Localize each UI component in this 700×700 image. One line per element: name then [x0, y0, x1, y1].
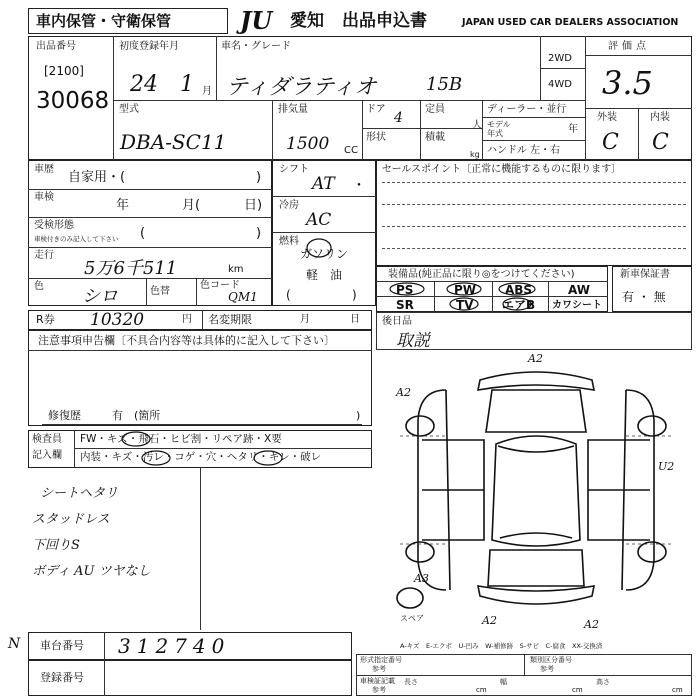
color-code-label: 色コード [200, 280, 240, 291]
fuel-close: ) [352, 288, 357, 302]
shape-label: 形状 [366, 132, 386, 143]
fuel-gasoline: ガソリン [300, 247, 349, 261]
tax-unit: 円 [182, 314, 192, 325]
equip-airbag: エアB [502, 298, 536, 312]
repair-label: 修復歴 [48, 409, 81, 422]
exterior-grade: C [602, 130, 619, 155]
class-label: 類別区分番号 [530, 656, 572, 664]
fuel-open: ( [286, 288, 291, 302]
displacement-value: 1500 [286, 134, 330, 154]
history-value: 自家用・( [68, 170, 126, 185]
shift-dot: ・ [352, 178, 366, 194]
repaint-label: 色替 [150, 286, 170, 297]
model-year-label: モデル 年式 [487, 120, 511, 138]
dims-label: 車検証記載 [360, 677, 395, 685]
inspector-label-1: 検査員 [32, 434, 62, 445]
history-label: 車歴 [34, 164, 54, 175]
warranty-label: 新車保証書 [620, 269, 670, 280]
storage-note: 車内保管・守衛保管 [36, 12, 172, 30]
inspection-label: 車検 [34, 192, 54, 203]
aircon-value: AC [306, 210, 332, 230]
diagram-legend: A-キズ E-エクボ U-凹み W-補修跡 S-サビ C-腐食 XX-交換済 [400, 642, 603, 650]
registration-number-label: 登録番号 [40, 671, 84, 684]
model-value: DBA-SC11 [120, 130, 227, 154]
displacement-unit: CC [344, 145, 358, 156]
diagram-mark-a2-rear-left: A2 [482, 614, 497, 627]
interior-grade: C [652, 130, 669, 155]
color-code: QM1 [228, 290, 258, 304]
name-change-month: 月 [300, 314, 310, 325]
equip-aw: AW [568, 283, 590, 297]
tax-label: R券 [36, 313, 55, 326]
spare-label: スペア [400, 614, 424, 623]
capacity-unit: 人 [472, 120, 482, 131]
form-title: 出品申込書 [342, 11, 427, 31]
doors-value: 4 [394, 110, 403, 126]
height-unit: cm [672, 686, 683, 694]
rear-items-label: 後日品 [382, 316, 412, 327]
registration-month-unit: 月 [202, 86, 212, 97]
inspection-month: 月( [182, 198, 201, 213]
class-ref: 参考 [540, 665, 554, 673]
ju-logo-text: JU [240, 6, 273, 35]
length-unit: cm [476, 686, 487, 694]
capacity-label: 定員 [425, 104, 445, 115]
inspector-circles [74, 430, 372, 468]
name-change-label: 名変期限 [208, 313, 252, 326]
sales-point-box [376, 160, 692, 266]
chassis-value: 312740 [118, 634, 231, 658]
score-value: 3.5 [602, 64, 653, 102]
receipt-note: 車検付きのみ記入して下さい [34, 235, 119, 243]
inspection-day: 日) [244, 198, 263, 213]
handwritten-note-4: ボディ AU ツヤなし [32, 564, 151, 579]
diagram-mark-u2: U2 [658, 460, 675, 473]
receipt-open: ( [140, 226, 146, 241]
mileage-unit: km [228, 264, 244, 275]
inspector-row-2: 内装・キズ・汚レ・コゲ・穴・ヘタリ・キレ・破レ [80, 451, 322, 463]
score-label: 評価点 [608, 41, 650, 52]
registration-label: 初度登録年月 [119, 41, 179, 52]
handwritten-note-3: 下回りS [32, 538, 80, 553]
doors-label: ドア [366, 104, 386, 115]
registration-month: 1 [180, 72, 194, 97]
lot-bracket-code: [2100] [44, 64, 84, 78]
fuel-label: 燃料 [279, 236, 299, 247]
length-label: 長さ [404, 678, 418, 686]
rear-items-value: 取説 [396, 331, 430, 351]
registration-year: 24 [130, 72, 158, 97]
shift-label: シフト [279, 164, 309, 175]
equip-leather: カワシート [552, 300, 602, 311]
name-change-day: 日 [350, 314, 360, 325]
handwritten-note-1: シートヘタリ [40, 486, 119, 501]
color-value: シロ [82, 286, 118, 307]
interior-label: 内装 [650, 112, 670, 123]
width-label: 幅 [500, 678, 507, 686]
english-title: JAPAN USED CAR DEALERS ASSOCIATION [462, 17, 679, 28]
car-name: ティダラティオ [226, 75, 377, 100]
repair-value: 有 (箇所 [112, 409, 161, 422]
warranty-options: 有 ・ 無 [622, 290, 666, 304]
tax-row [28, 310, 372, 330]
aircon-label: 冷房 [279, 200, 299, 211]
receipt-close: ) [256, 226, 262, 241]
car-name-label: 車名・グレード [221, 41, 291, 52]
type-spec-ref: 参考 [372, 665, 386, 673]
car-damage-diagram [380, 350, 692, 640]
handwritten-note-2: スタッドレス [32, 512, 110, 527]
lot-number: 30068 [36, 88, 110, 114]
car-grade: 15B [426, 74, 463, 95]
drive-2wd: 2WD [548, 53, 572, 64]
inspector-row-1: FW・キズ・飛石・ヒビ割・リペア跡・X要 [80, 433, 282, 445]
mileage-value: 5万6千511 [84, 258, 178, 279]
margin-mark: N [8, 636, 21, 652]
repair-close: ) [356, 409, 361, 422]
cargo-unit: kg [470, 150, 480, 159]
equip-sr: SR [396, 298, 414, 312]
ju-logo [240, 8, 294, 34]
history-close: ) [256, 170, 262, 185]
equip-pw: PW [454, 283, 477, 297]
sales-point-label: セールスポイント〔正常に機能するものに限ります〕 [382, 164, 622, 175]
tax-value: 10320 [90, 310, 145, 330]
inspection-year: 年 [116, 198, 130, 213]
chassis-label: 車台番号 [40, 639, 84, 652]
cargo-label: 積載 [425, 132, 445, 143]
equipment-label: 装備品(純正品に限り◎をつけてください) [388, 269, 575, 280]
shift-value: AT [312, 174, 335, 194]
fuel-selected-circle-icon [304, 236, 334, 260]
fuel-diesel: 軽 油 [306, 268, 343, 282]
receipt-label: 受検形態 [34, 220, 74, 231]
exterior-label: 外装 [597, 112, 617, 123]
lot-label: 出品番号 [36, 41, 76, 52]
dealer-label: ディーラー・並行 [487, 104, 567, 115]
diagram-mark-a2-top: A2 [528, 352, 543, 365]
mileage-label: 走行 [34, 250, 54, 261]
diagram-mark-a2-rear-right: A2 [584, 618, 599, 631]
notes-area-divider [200, 468, 201, 630]
displacement-label: 排気量 [278, 104, 308, 115]
model-year-unit: 年 [568, 124, 578, 135]
model-label: 型式 [119, 104, 139, 115]
height-label: 高さ [596, 678, 610, 686]
diagram-mark-a3: A3 [414, 572, 429, 585]
org-name: 愛知 [290, 11, 324, 31]
dims-ref: 参考 [372, 686, 386, 694]
equip-abs: ABS [505, 283, 533, 297]
notes-label: 注意事項申告欄〔不具合内容等は具体的に記入して下さい〕 [38, 334, 335, 347]
type-spec-label: 形式指定番号 [360, 656, 402, 664]
diagram-mark-a2-left: A2 [396, 386, 411, 399]
equipment-circles [376, 281, 608, 312]
color-label: 色 [34, 281, 44, 292]
width-unit: cm [572, 686, 583, 694]
handle-label: ハンドル 左・右 [487, 145, 561, 156]
drive-4wd: 4WD [548, 79, 572, 90]
inspector-label-2: 記入欄 [32, 450, 62, 461]
equip-ps: PS [396, 283, 414, 297]
equip-tv: TV [456, 298, 474, 312]
